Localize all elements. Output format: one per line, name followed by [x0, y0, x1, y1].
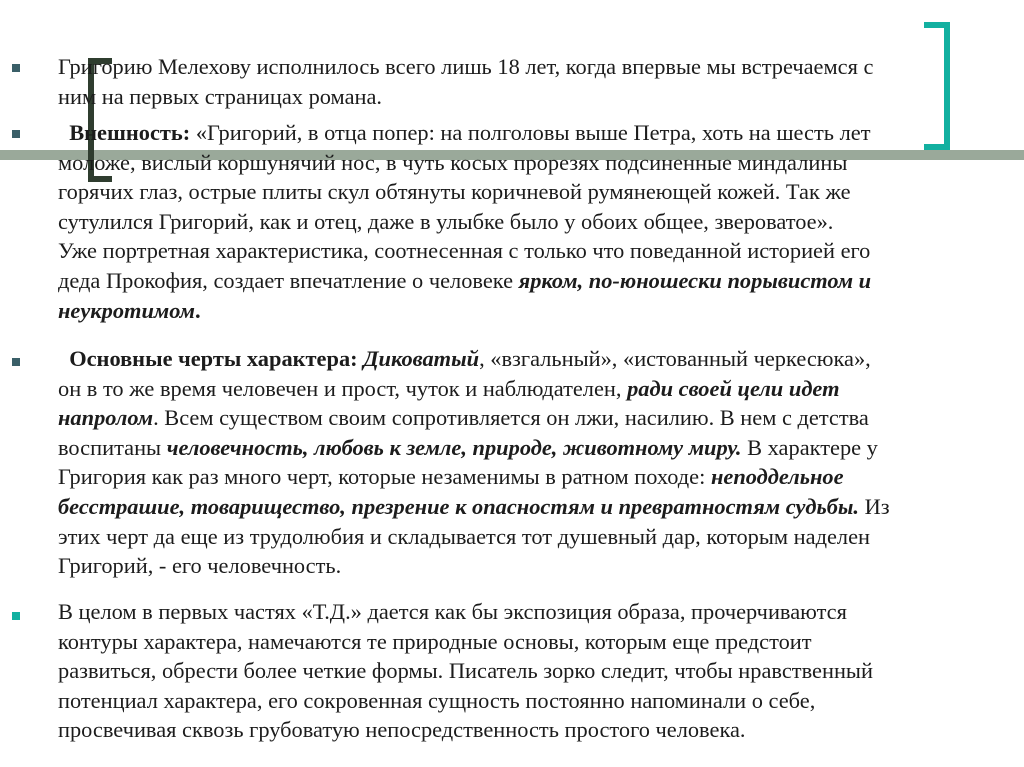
text-span: . Всем существом своим сопротивляется он лжи, насилию. В нем с детства	[153, 405, 869, 431]
text-line	[58, 403, 1016, 433]
bullet-2-text	[58, 118, 1016, 325]
emphasis-text: неукротимом	[58, 297, 195, 323]
text-line: сутулился Григорий, как и отец, даже в улыбке было у обоих общее, звероватое».	[58, 208, 834, 234]
appearance-label: Внешность:	[69, 120, 191, 145]
text-line	[58, 118, 1016, 148]
emphasis-text: человечность, любовь к земле, природе, животному миру.	[166, 434, 742, 460]
bullet-marker	[12, 64, 20, 72]
emphasis-text: ярком, по-юношески порывистом и	[518, 267, 872, 293]
text-span: деда Прокофия, создает впечатление о человеке	[58, 267, 519, 293]
text-line: моложе, вислый коршунячий нос, в чуть косых прорезях подсиненные миндалины	[58, 149, 848, 175]
text-line: горячих глаз, острые плиты скул обтянуты коричневой румянеющей кожей. Так же	[58, 179, 851, 205]
emphasis-text: ради своей цели идет	[627, 375, 840, 401]
emphasis-text: напролом	[58, 405, 154, 431]
text-span: он в то же время человечен и прост, чуток и наблюдателен,	[58, 375, 628, 401]
text-span: Из	[859, 493, 890, 519]
text-line: В целом в первых частях «Т.Д.» дается как бы экспозиция образа, прочерчиваются	[58, 599, 847, 624]
text-line	[58, 433, 1016, 463]
text-line	[58, 344, 1016, 374]
text-line	[58, 266, 1016, 296]
text-span: , «взгальный», «истованный черкесюка»,	[479, 346, 871, 371]
bullet-1-text	[58, 52, 1016, 111]
text-span: Григория как раз много черт, которые незаменимы в ратном походе:	[58, 464, 711, 490]
text-line: ним на первых страницах романа.	[58, 83, 383, 109]
bullet-marker	[12, 612, 20, 620]
bullet-3-text	[58, 344, 1016, 581]
character-traits-label: Основные черты характера	[69, 346, 351, 371]
text-line: контуры характера, намечаются те природные основы, которым еще предстоит	[58, 628, 812, 654]
bullet-4-text	[58, 597, 1016, 745]
text-line: Уже портретная характеристика, соотнесенная с только что поведанной историей его	[58, 238, 871, 264]
text-span: «Григорий, в отца попер: на полголовы выше Петра, хоть на шесть лет	[195, 120, 871, 145]
text-span: В характере у	[741, 434, 878, 460]
bullet-marker	[12, 358, 20, 366]
text-line: Григорий, - его человечность.	[58, 553, 342, 579]
text-line: потенциал характера, его сокровенная сущность постоянно напоминали о себе,	[58, 687, 816, 713]
text-span: воспитаны	[58, 434, 167, 460]
text-line: этих черт да еще из трудолюбия и складывается тот душевный дар, которым наделен	[58, 523, 871, 549]
text-line	[58, 462, 1016, 492]
text-line: просвечивая сквозь грубоватую непосредственность простого человека.	[58, 717, 746, 743]
text-line: развиться, обрести более четкие формы. Писатель зорко следит, чтобы нравственный	[58, 658, 873, 684]
emphasis-text: бесстрашие, товарищество, презрение к опасностям и превратностям судьбы.	[58, 493, 860, 519]
bullet-marker	[12, 130, 20, 138]
text-line	[58, 492, 1016, 522]
text-line	[58, 296, 1016, 326]
text-span: :	[350, 346, 364, 371]
text-line: Григорию Мелехову исполнилось всего лишь 18 лет, когда впервые мы встречаемся с	[58, 54, 874, 79]
emphasis-text: неподдельное	[710, 464, 844, 490]
text-span: .	[194, 297, 201, 323]
text-line	[58, 374, 1016, 404]
emphasis-text: Диковатый	[363, 346, 480, 371]
